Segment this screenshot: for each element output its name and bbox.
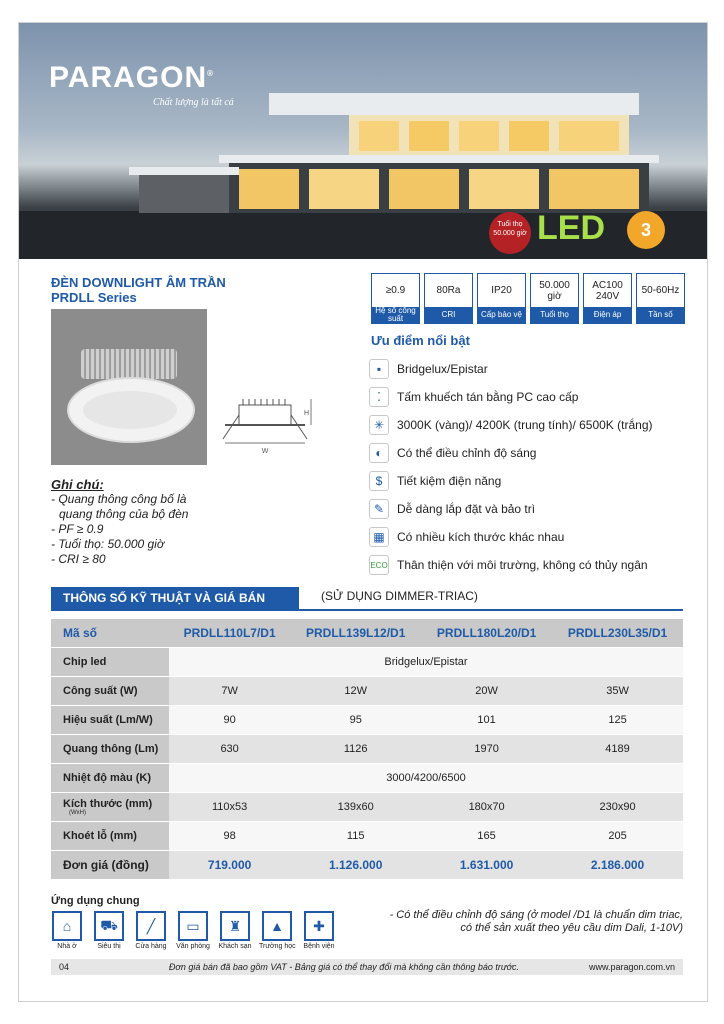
- spec-table-title: THÔNG SỐ KỸ THUẬT VÀ GIÁ BÁN: [51, 587, 299, 609]
- table-cell: 20W: [421, 677, 552, 706]
- row-label: Mã số: [51, 619, 169, 648]
- table-cell: 3000/4200/6500: [169, 764, 683, 793]
- brand-slogan: Chất lượng là tất cả: [153, 97, 234, 108]
- table-row: [51, 822, 683, 851]
- application-item: ╱ Cửa hàng: [133, 911, 169, 950]
- table-cell: 1970: [421, 735, 552, 764]
- table-cell: 110x53: [169, 793, 290, 822]
- row-label: Hiệu suất (Lm/W): [51, 706, 169, 735]
- price-cell: 1.126.000: [290, 851, 421, 880]
- note-line: - Quang thông công bố là: [51, 492, 187, 506]
- monitor-icon: ▭: [178, 911, 208, 941]
- lifetime-badge: Tuổi thọ 50.000 giờ: [489, 212, 531, 254]
- spec-box: 80Ra CRI: [424, 273, 473, 324]
- row-label: Nhiệt độ màu (K): [51, 764, 169, 793]
- application-item: ✚ Bệnh viện: [301, 911, 337, 950]
- row-label: Quang thông (Lm): [51, 735, 169, 764]
- table-row: [51, 706, 683, 735]
- table-cell: 165: [421, 822, 552, 851]
- table-row: [51, 735, 683, 764]
- advantage-item: $ Tiết kiệm điện năng: [369, 467, 653, 495]
- applications-title: Ứng dụng chung: [51, 895, 140, 907]
- table-row: [51, 764, 683, 793]
- spec-boxes: [371, 273, 685, 324]
- notes-heading: Ghi chú:: [51, 477, 104, 492]
- table-cell: 205: [552, 822, 683, 851]
- advantage-item: ECO Thân thiện với môi trường, không có thủy ngân: [369, 551, 653, 579]
- led-logo: LED: [537, 209, 605, 247]
- notes-block: [51, 477, 188, 567]
- spec-box: AC100 240V Điện áp: [583, 273, 632, 324]
- product-photo: [51, 309, 207, 465]
- model-code: PRDLL180L20/D1: [421, 619, 552, 648]
- application-item: ♜ Khách sạn: [217, 911, 253, 950]
- application-item: ⛟ Siêu thị: [91, 911, 127, 950]
- table-cell: 95: [290, 706, 421, 735]
- eco-icon: ECO: [369, 555, 389, 575]
- table-cell: 180x70: [421, 793, 552, 822]
- advantage-item: ✳ 3000K (vàng)/ 4200K (trung tính)/ 6500K (trắng): [369, 411, 653, 439]
- row-label: Công suất (W): [51, 677, 169, 706]
- spec-box: 50.000 giờ Tuổi thọ: [530, 273, 579, 324]
- note-line: - PF ≥ 0.9: [51, 522, 104, 536]
- spec-box: IP20 Cấp bảo vệ: [477, 273, 526, 324]
- width-label: W: [261, 448, 269, 455]
- house-icon: ⌂: [52, 911, 82, 941]
- price-cell: 2.186.000: [552, 851, 683, 880]
- table-cell: 12W: [290, 677, 421, 706]
- size-unit: (WxH): [69, 810, 86, 816]
- table-cell: 139x60: [290, 793, 421, 822]
- advantages-list: [369, 355, 653, 579]
- table-cell: 125: [552, 706, 683, 735]
- shoe-icon: ╱: [136, 911, 166, 941]
- color-temp-icon: ✳: [369, 415, 389, 435]
- divider: [51, 609, 683, 611]
- page-number: 04: [59, 962, 70, 972]
- chip-icon: ▪: [369, 359, 389, 379]
- height-label: H: [303, 410, 309, 417]
- spec-box: ≥0.9 Hệ số công suất: [371, 273, 420, 324]
- table-header-row: [51, 619, 683, 648]
- model-code: PRDLL110L7/D1: [169, 619, 290, 648]
- model-code: PRDLL230L35/D1: [552, 619, 683, 648]
- table-cell: 4189: [552, 735, 683, 764]
- table-row: [51, 793, 683, 822]
- row-label: Kích thước (mm) (WxH): [51, 793, 169, 822]
- brand-logo: PARAGON®: [49, 61, 215, 94]
- advantage-item: ▪ Bridgelux/Epistar: [369, 355, 653, 383]
- dimension-drawing: [215, 395, 319, 465]
- table-cell: 630: [169, 735, 290, 764]
- advantage-item: ◐ Có thể điều chỉnh độ sáng: [369, 439, 653, 467]
- price-cell: 719.000: [169, 851, 290, 880]
- table-cell: 98: [169, 822, 290, 851]
- row-label: Khoét lỗ (mm): [51, 822, 169, 851]
- advantage-item: ✎ Dễ dàng lắp đặt và bảo trì: [369, 495, 653, 523]
- note-line: - Tuổi thọ: 50.000 giờ: [51, 537, 165, 551]
- table-cell: 7W: [169, 677, 290, 706]
- warranty-badge: 3: [627, 211, 665, 249]
- row-label: Đơn giá (đồng): [51, 851, 169, 880]
- dimmer-icon: ◐: [369, 443, 389, 463]
- page-footer: [51, 959, 683, 975]
- model-code: PRDLL139L12/D1: [290, 619, 421, 648]
- product-series: PRDLL Series: [51, 290, 137, 305]
- table-cell: Bridgelux/Epistar: [169, 648, 683, 677]
- hospital-icon: ✚: [304, 911, 334, 941]
- row-label: Chip led: [51, 648, 169, 677]
- cart-icon: ⛟: [94, 911, 124, 941]
- diffuser-icon: ⁚: [369, 387, 389, 407]
- note-line: - CRI ≥ 80: [51, 552, 106, 566]
- table-cell: 1126: [290, 735, 421, 764]
- application-item: ⌂ Nhà ở: [49, 911, 85, 950]
- price-cell: 1.631.000: [421, 851, 552, 880]
- advantage-item: ⁚ Tấm khuếch tán bằng PC cao cấp: [369, 383, 653, 411]
- table-row-price: [51, 851, 683, 880]
- catalog-page: [18, 22, 708, 1002]
- footer-note: Đơn giá bán đã bao gồm VAT - Bảng giá có thể thay đổi mà không cần thông báo trước.: [168, 962, 520, 972]
- note-line: quang thông của bộ đèn: [59, 507, 189, 521]
- website-link[interactable]: www.paragon.com.vn: [588, 962, 675, 972]
- energy-saving-icon: $: [369, 471, 389, 491]
- product-title: [51, 275, 226, 305]
- table-row: [51, 677, 683, 706]
- application-item: ▲ Trường học: [259, 911, 295, 950]
- sizes-icon: ▦: [369, 527, 389, 547]
- table-cell: 230x90: [552, 793, 683, 822]
- spec-box: 50-60Hz Tần số: [636, 273, 685, 324]
- graduation-icon: ▲: [262, 911, 292, 941]
- hotel-icon: ♜: [220, 911, 250, 941]
- advantages-title: Ưu điểm nổi bật: [371, 333, 470, 348]
- spec-table-subtitle: (SỬ DỤNG DIMMER-TRIAC): [321, 589, 478, 603]
- spec-table: [51, 619, 683, 880]
- table-cell: 90: [169, 706, 290, 735]
- advantage-item: ▦ Có nhiều kích thước khác nhau: [369, 523, 653, 551]
- heatsink: [81, 349, 177, 379]
- hero-banner: [19, 23, 707, 259]
- product-title-line1: ĐÈN DOWNLIGHT ÂM TRẦN: [51, 275, 226, 290]
- dimming-note: - Có thể điều chỉnh độ sáng (ở model /D1 là chuẩn dim triac, có thể sản xuất theo yêu cầu dim Dali, 1-10V): [389, 909, 683, 934]
- table-cell: 101: [421, 706, 552, 735]
- table-cell: 35W: [552, 677, 683, 706]
- applications-list: [49, 911, 337, 950]
- install-icon: ✎: [369, 499, 389, 519]
- lamp-lens: [83, 391, 177, 429]
- application-item: ▭ Văn phòng: [175, 911, 211, 950]
- table-cell: 115: [290, 822, 421, 851]
- table-row: [51, 648, 683, 677]
